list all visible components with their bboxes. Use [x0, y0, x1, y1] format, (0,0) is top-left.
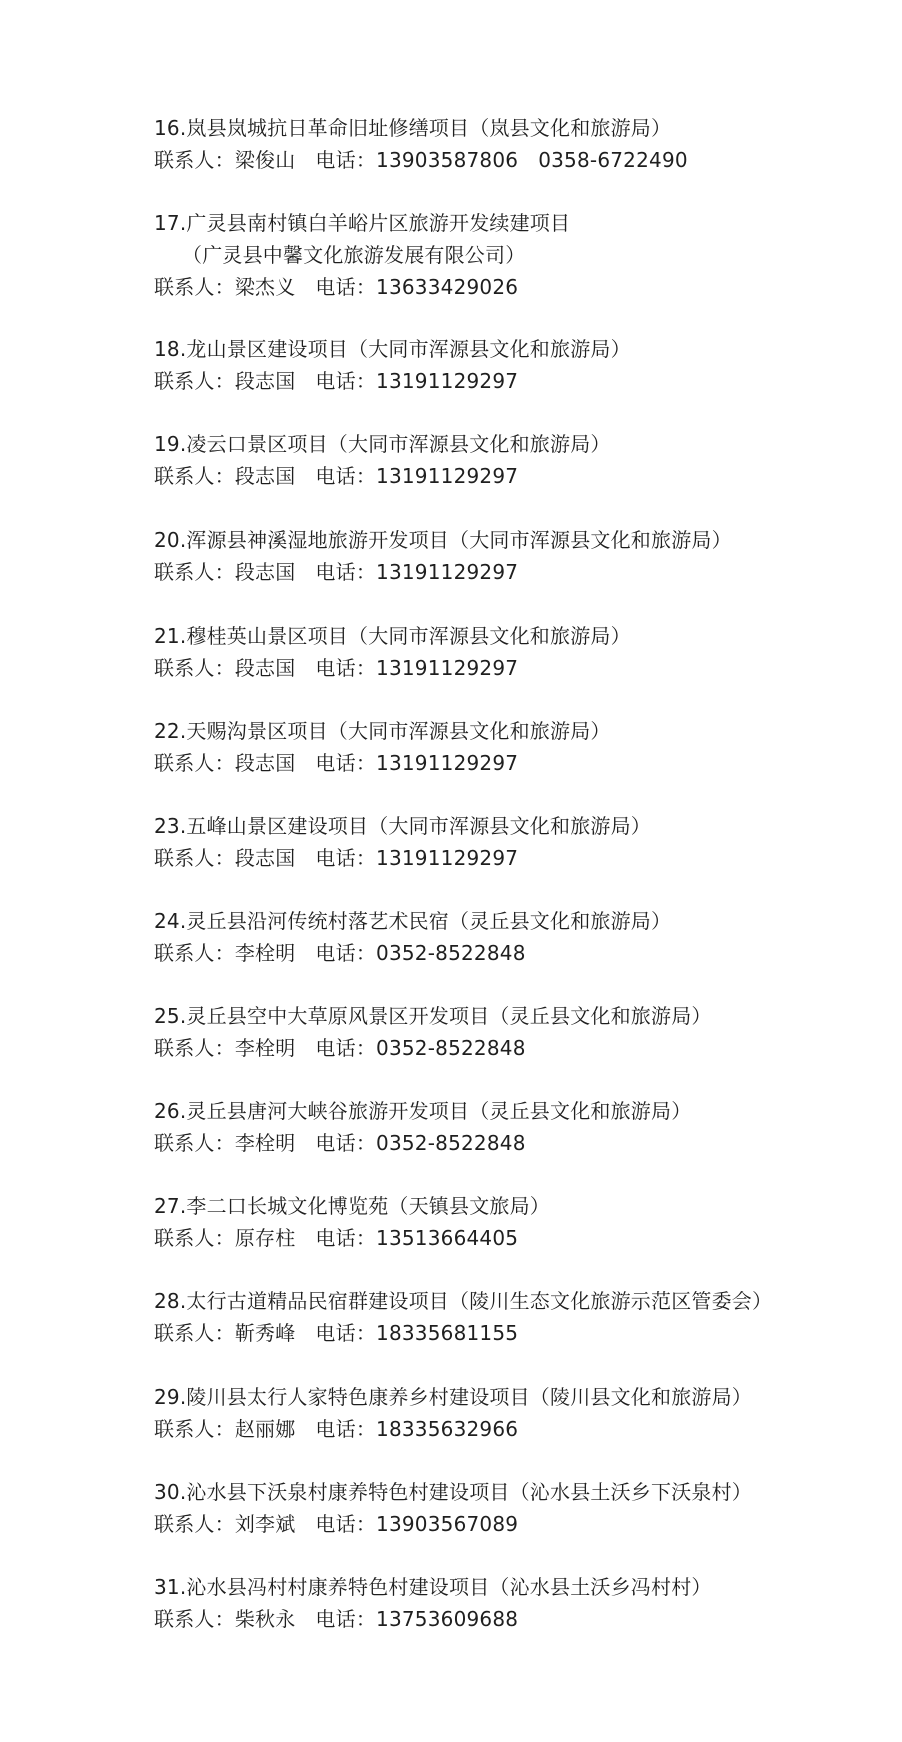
contact-name: 段志国: [234, 846, 296, 870]
contact-name: 刘李斌: [234, 1512, 296, 1536]
project-title: 27.李二口长城文化博览苑（天镇县文旅局）: [154, 1194, 551, 1218]
contact-line: [154, 842, 894, 874]
contact-label: 联系人：: [154, 1131, 235, 1155]
phone-label: 电话：: [315, 560, 377, 584]
project-title: 23.五峰山景区建设项目（大同市浑源县文化和旅游局）: [154, 814, 652, 838]
phone-number: 13903567089: [376, 1512, 519, 1536]
phone-number: 13633429026: [376, 275, 519, 299]
contact-label: 联系人：: [154, 560, 235, 584]
contact-name: 段志国: [234, 751, 296, 775]
project-entry: [154, 620, 894, 684]
project-title: 25.灵丘县空中大草原风景区开发项目（灵丘县文化和旅游局）: [154, 1004, 712, 1028]
phone-number: 18335681155: [376, 1321, 519, 1345]
project-title: 19.凌云口景区项目（大同市浑源县文化和旅游局）: [154, 432, 611, 456]
contact-line: [154, 937, 894, 969]
contact-label: 联系人：: [154, 369, 235, 393]
contact-label: 联系人：: [154, 1607, 235, 1631]
phone-number: 13191129297: [376, 846, 519, 870]
phone-label: 电话：: [315, 1226, 377, 1250]
contact-line: [154, 1222, 894, 1254]
contact-line: [154, 365, 894, 397]
phone-number: 13513664405: [376, 1226, 519, 1250]
project-title: 24.灵丘县沿河传统村落艺术民宿（灵丘县文化和旅游局）: [154, 909, 672, 933]
contact-label: 联系人：: [154, 656, 235, 680]
phone-label: 电话：: [315, 656, 377, 680]
contact-label: 联系人：: [154, 1036, 235, 1060]
contact-line: [154, 1032, 894, 1064]
project-title: 21.穆桂英山景区项目（大同市浑源县文化和旅游局）: [154, 624, 631, 648]
project-title: 29.陵川县太行人家特色康养乡村建设项目（陵川县文化和旅游局）: [154, 1385, 753, 1409]
phone-label: 电话：: [315, 1512, 377, 1536]
contact-line: [154, 144, 894, 176]
contact-label: 联系人：: [154, 275, 235, 299]
contact-label: 联系人：: [154, 148, 235, 172]
phone-label: 电话：: [315, 148, 377, 172]
contact-name: 段志国: [234, 369, 296, 393]
contact-label: 联系人：: [154, 846, 235, 870]
contact-line: [154, 460, 894, 492]
project-title: 30.沁水县下沃泉村康养特色村建设项目（沁水县土沃乡下沃泉村）: [154, 1480, 753, 1504]
contact-label: 联系人：: [154, 1512, 235, 1536]
contact-name: 梁杰义: [234, 275, 296, 299]
phone-label: 电话：: [315, 1131, 377, 1155]
phone-number-secondary: 0358-6722490: [538, 148, 688, 172]
project-entry: [154, 1571, 894, 1635]
contact-line: [154, 1317, 894, 1349]
project-entry: [154, 333, 894, 397]
contact-line: [154, 1413, 894, 1445]
phone-label: 电话：: [315, 369, 377, 393]
contact-name: 段志国: [234, 560, 296, 584]
contact-line: [154, 1508, 894, 1540]
contact-label: 联系人：: [154, 751, 235, 775]
phone-label: 电话：: [315, 1607, 377, 1631]
project-entry: [154, 1190, 894, 1254]
phone-label: 电话：: [315, 751, 377, 775]
project-organization: （广灵县中馨文化旅游发展有限公司）: [182, 243, 526, 267]
phone-number: 13191129297: [376, 656, 519, 680]
phone-number: 0352-8522848: [376, 941, 526, 965]
contact-name: 李栓明: [234, 1036, 296, 1060]
project-title: 20.浑源县神溪湿地旅游开发项目（大同市浑源县文化和旅游局）: [154, 528, 732, 552]
project-title: 26.灵丘县唐河大峡谷旅游开发项目（灵丘县文化和旅游局）: [154, 1099, 692, 1123]
project-entry: [154, 112, 894, 176]
contact-name: 柴秋永: [234, 1607, 296, 1631]
phone-number: 13191129297: [376, 751, 519, 775]
project-entry: [154, 524, 894, 588]
phone-number: 13903587806: [376, 148, 519, 172]
project-title: 28.太行古道精品民宿群建设项目（陵川生态文化旅游示范区管委会）: [154, 1289, 773, 1313]
contact-line: [154, 1127, 894, 1159]
project-entry: [154, 905, 894, 969]
contact-name: 李栓明: [234, 941, 296, 965]
contact-label: 联系人：: [154, 1321, 235, 1345]
contact-name: 原存柱: [234, 1226, 296, 1250]
project-entry: [154, 1000, 894, 1064]
contact-line: [154, 271, 894, 303]
project-entry: [154, 1476, 894, 1540]
project-entry: [154, 810, 894, 874]
contact-line: [154, 652, 894, 684]
project-title: 18.龙山景区建设项目（大同市浑源县文化和旅游局）: [154, 337, 631, 361]
contact-label: 联系人：: [154, 1417, 235, 1441]
contact-name: 靳秀峰: [234, 1321, 296, 1345]
phone-number: 13191129297: [376, 369, 519, 393]
phone-label: 电话：: [315, 1417, 377, 1441]
project-title: 17.广灵县南村镇白羊峪片区旅游开发续建项目: [154, 211, 571, 235]
contact-label: 联系人：: [154, 464, 235, 488]
project-entry: [154, 1285, 894, 1349]
contact-line: [154, 747, 894, 779]
phone-number: 0352-8522848: [376, 1036, 526, 1060]
project-title: 16.岚县岚城抗日革命旧址修缮项目（岚县文化和旅游局）: [154, 116, 672, 140]
contact-label: 联系人：: [154, 941, 235, 965]
phone-number: 13753609688: [376, 1607, 519, 1631]
project-title: 22.天赐沟景区项目（大同市浑源县文化和旅游局）: [154, 719, 611, 743]
phone-number: 13191129297: [376, 464, 519, 488]
phone-label: 电话：: [315, 464, 377, 488]
project-entry: [154, 1381, 894, 1445]
contact-name: 赵丽娜: [234, 1417, 296, 1441]
contact-name: 段志国: [234, 656, 296, 680]
phone-label: 电话：: [315, 1321, 377, 1345]
contact-name: 段志国: [234, 464, 296, 488]
phone-label: 电话：: [315, 1036, 377, 1060]
phone-number: 0352-8522848: [376, 1131, 526, 1155]
project-title: 31.沁水县冯村村康养特色村建设项目（沁水县土沃乡冯村村）: [154, 1575, 712, 1599]
contact-line: [154, 1603, 894, 1635]
phone-label: 电话：: [315, 941, 377, 965]
project-entry: [154, 1095, 894, 1159]
project-entry: [154, 207, 894, 303]
contact-name: 李栓明: [234, 1131, 296, 1155]
project-entry: [154, 715, 894, 779]
phone-label: 电话：: [315, 275, 377, 299]
phone-label: 电话：: [315, 846, 377, 870]
contact-name: 梁俊山: [234, 148, 296, 172]
contact-label: 联系人：: [154, 1226, 235, 1250]
phone-number: 13191129297: [376, 560, 519, 584]
phone-number: 18335632966: [376, 1417, 519, 1441]
project-entry: [154, 428, 894, 492]
contact-line: [154, 556, 894, 588]
